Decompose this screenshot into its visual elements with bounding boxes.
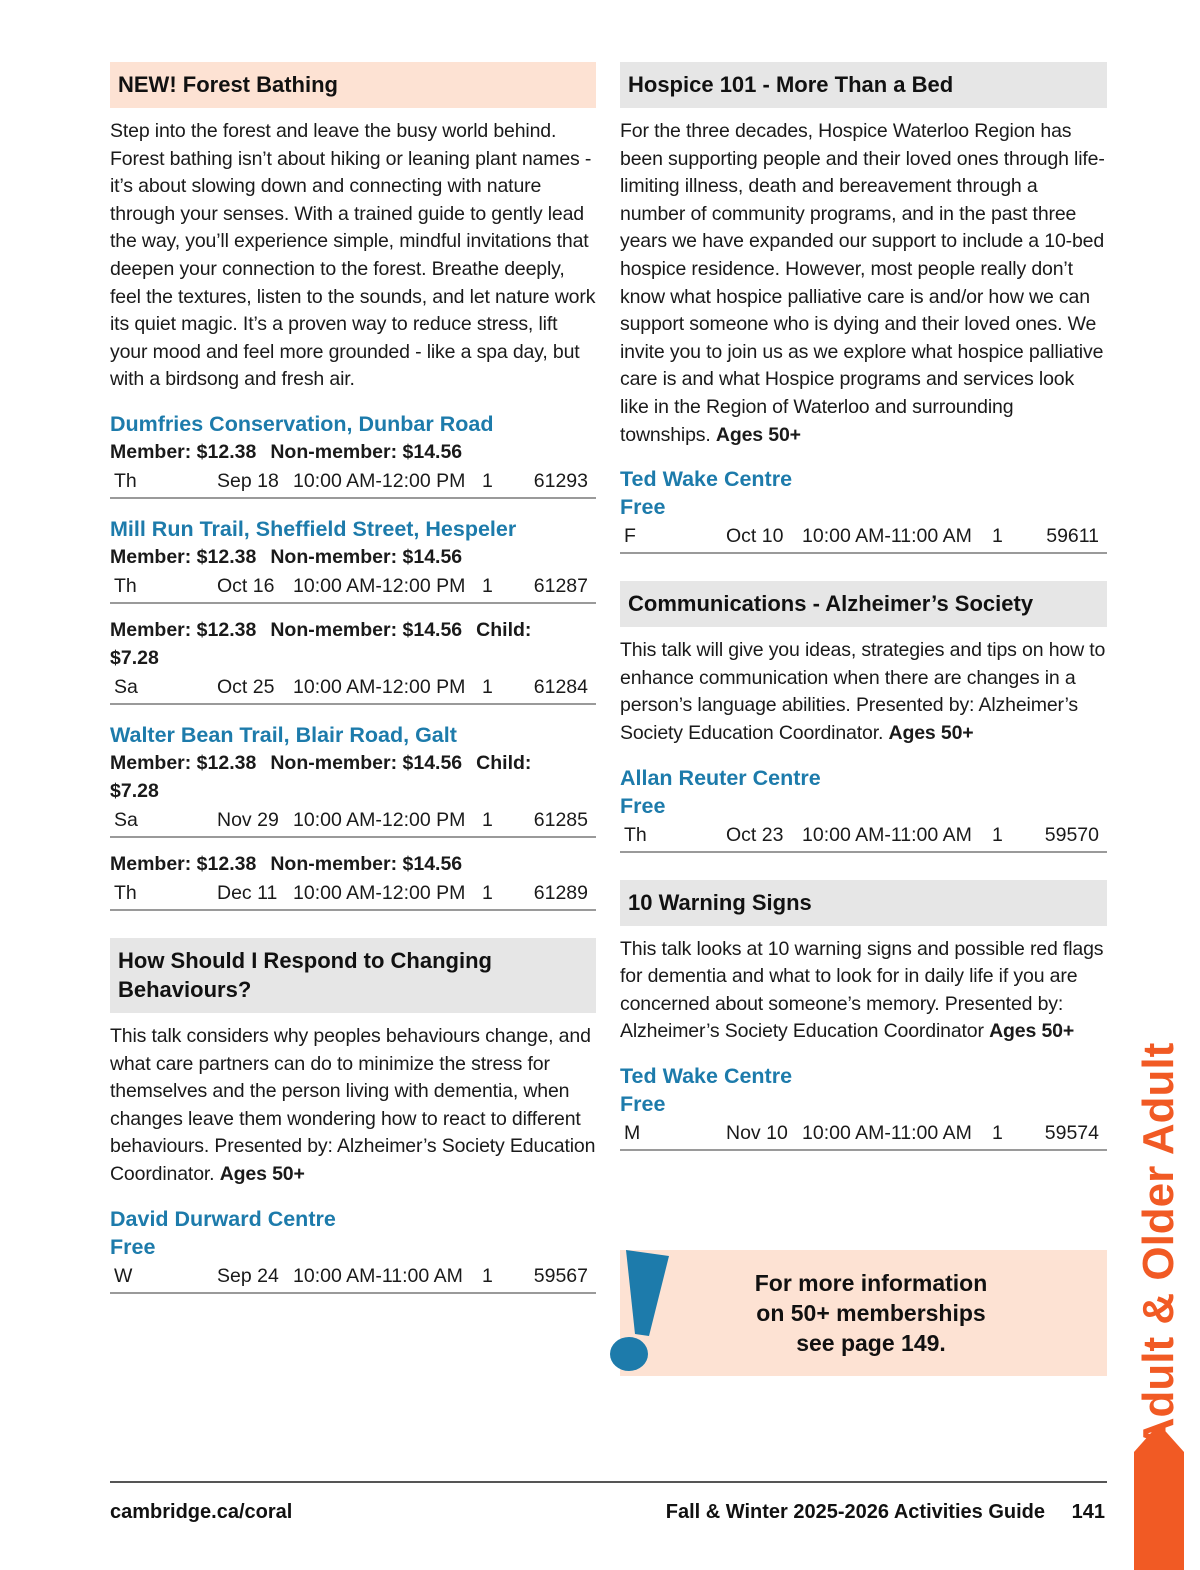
schedule-row: Th Oct 23 10:00 AM-11:00 AM 1 59570 — [620, 820, 1107, 853]
location-heading: Ted Wake Centre — [620, 1063, 793, 1088]
membership-info-box — [620, 1250, 1107, 1376]
price-free: Free — [620, 1091, 666, 1116]
section-title: NEW! Forest Bathing — [110, 62, 596, 108]
price-line: Member: $12.38 Non-member: $14.56 — [110, 545, 463, 568]
schedule-row: Th Oct 16 10:00 AM-12:00 PM 1 61287 — [110, 571, 596, 604]
exclamation-icon — [605, 1248, 675, 1378]
footer-url[interactable]: cambridge.ca/coral — [110, 1501, 293, 1523]
section-description: For the three decades, Hospice Waterloo Region has been supporting people and their loved ones through life-limiting illness, death and bereavement through a number of community programs, and in the past three years we have expanded our support to include a 10-bed hospice residence. However, most people really don’t know what hospice palliative care is and/or how we can support someone who is dying and their loved ones. We invite you to join us as we explore what hospice palliative care is and what Hospice programs and services look like in the Region of Waterloo and surrounding townships. Ages 50+ — [620, 120, 1105, 446]
price-free: Free — [620, 793, 666, 818]
location-heading: Mill Run Trail, Sheffield Street, Hespeler — [110, 516, 517, 541]
side-tab-marker — [1134, 1452, 1184, 1570]
communications-section — [620, 581, 1107, 852]
forest-bathing-section — [110, 62, 596, 911]
schedule-row: Th Dec 11 10:00 AM-12:00 PM 1 61289 — [110, 878, 596, 911]
right-column — [620, 62, 1107, 1151]
hospice-section — [620, 62, 1107, 554]
section-description: This talk considers why peoples behaviours change, and what care partners can do to minimize the stress for themselves and the person living with dementia, when changes leave them wondering how to react to different behaviours. Presented by: Alzheimer’s Society Education Coordinator. Ages 50+ — [110, 1024, 596, 1185]
price-free: Free — [110, 1234, 156, 1259]
price-line: Member: $12.38 Non-member: $14.56 — [110, 440, 463, 463]
price-free: Free — [620, 495, 666, 520]
side-tab-label: Adult & Older Adult — [1134, 1042, 1183, 1450]
section-title: Hospice 101 - More Than a Bed — [620, 62, 1107, 108]
footer-rule — [110, 1481, 1107, 1483]
footer-guide-title: Fall & Winter 2025-2026 Activities Guide — [665, 1501, 1045, 1523]
left-column — [110, 62, 596, 1294]
location-heading: David Durward Centre — [110, 1206, 336, 1231]
schedule-row: Sa Oct 25 10:00 AM-12:00 PM 1 61284 — [110, 672, 596, 705]
schedule-row: W Sep 24 10:00 AM-11:00 AM 1 59567 — [110, 1261, 596, 1294]
schedule-row: F Oct 10 10:00 AM-11:00 AM 1 59611 — [620, 521, 1107, 554]
respond-behaviours-section — [110, 938, 596, 1294]
price-line: Member: $12.38 Non-member: $14.56 Child: $7.28 — [110, 618, 532, 669]
schedule-row: M Nov 10 10:00 AM-11:00 AM 1 59574 — [620, 1118, 1107, 1151]
location-heading: Ted Wake Centre — [620, 467, 793, 492]
page-number: 141 — [1071, 1501, 1105, 1523]
side-tab-arrow — [1134, 1424, 1184, 1452]
schedule-row: Sa Nov 29 10:00 AM-12:00 PM 1 61285 — [110, 805, 596, 838]
section-description: Step into the forest and leave the busy world behind. Forest bathing isn’t about hiking or leaning plant names - it’s about slowing down and connecting with nature through your senses. With a trained guide to gently lead the way, you’ll experience simple, mindful invitations that deepen your connection to the forest. Breathe deeply, feel the textures, listen to the sounds, and let nature work its quiet magic. It’s a proven way to reduce stress, lift your mood and feel more grounded - like a spa day, but with a birdsong and fresh air. — [110, 120, 596, 391]
location-heading: Dumfries Conservation, Dunbar Road — [110, 411, 494, 436]
section-title: 10 Warning Signs — [620, 880, 1107, 926]
section-description: This talk looks at 10 warning signs and possible red flags for dementia and what to look for in daily life if you are concerned about someone’s memory. Presented by: Alzheimer’s Society Education Coordinator Ages 50+ — [620, 937, 1104, 1043]
price-line: Member: $12.38 Non-member: $14.56 Child: $7.28 — [110, 751, 532, 802]
membership-info-text: For more information on 50+ memberships see page 149. — [754, 1270, 988, 1356]
location-heading: Allan Reuter Centre — [620, 765, 821, 790]
section-description: This talk will give you ideas, strategies and tips on how to enhance communication when there are changes in a person’s language abilities. Presented by: Alzheimer’s Society Education Coordinator. Ages 50+ — [620, 639, 1106, 744]
section-title: How Should I Respond to Changing Behaviours? — [110, 938, 596, 1013]
warning-signs-section — [620, 880, 1107, 1151]
location-heading: Walter Bean Trail, Blair Road, Galt — [110, 722, 457, 747]
price-line: Member: $12.38 Non-member: $14.56 — [110, 852, 463, 875]
schedule-row: Th Sep 18 10:00 AM-12:00 PM 1 61293 — [110, 466, 596, 499]
section-title: Communications - Alzheimer’s Society — [620, 581, 1107, 627]
